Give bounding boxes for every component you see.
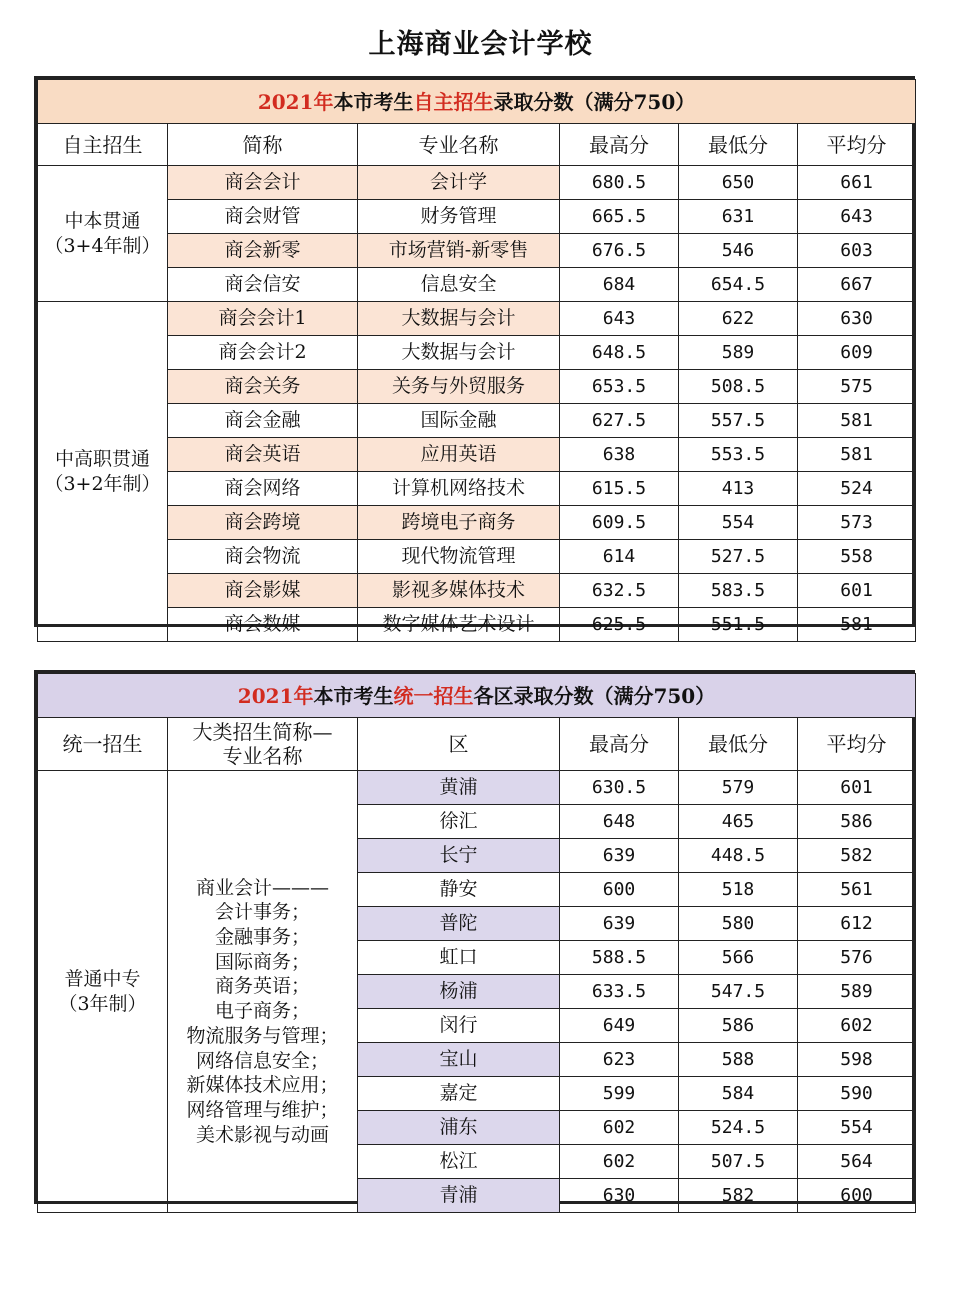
- avg-score-cell: 561: [798, 873, 916, 907]
- abbr-cell: 商会关务: [168, 370, 358, 404]
- table1-title-year: 2021年: [257, 89, 334, 114]
- independent-admission-table: [34, 76, 915, 636]
- min-score-cell: 551.5: [679, 608, 798, 642]
- abbr-cell: 商会会计1: [168, 302, 358, 336]
- major-cell: 信息安全: [358, 268, 560, 302]
- min-score-cell: 554: [679, 506, 798, 540]
- min-score-cell: 622: [679, 302, 798, 336]
- table2-title-year: 2021年: [237, 683, 314, 708]
- table1-header-cell: 自主招生: [38, 124, 168, 166]
- major-list-item: 国际商务；: [214, 950, 310, 973]
- district-cell: 长宁: [358, 839, 560, 873]
- avg-score-cell: 581: [798, 438, 916, 472]
- avg-score-cell: 667: [798, 268, 916, 302]
- min-score-cell: 588: [679, 1043, 798, 1077]
- abbr-cell: 商会新零: [168, 234, 358, 268]
- min-score-cell: 413: [679, 472, 798, 506]
- major-list-item: 商务英语；: [214, 975, 310, 998]
- table2-title-post: 各区录取分数（满分750）: [473, 683, 716, 708]
- avg-score-cell: 582: [798, 839, 916, 873]
- group-label-line: 中高职贯通: [54, 447, 150, 470]
- avg-score-cell: 581: [798, 404, 916, 438]
- min-score-cell: 582: [679, 1179, 798, 1213]
- avg-score-cell: 558: [798, 540, 916, 574]
- max-score-cell: 588.5: [560, 941, 679, 975]
- min-score-cell: 580: [679, 907, 798, 941]
- table2-header-line: 大类招生简称—: [192, 720, 333, 744]
- min-score-cell: 508.5: [679, 370, 798, 404]
- district-cell: 青浦: [358, 1179, 560, 1213]
- abbr-cell: 商会金融: [168, 404, 358, 438]
- table2-header-cell: 平均分: [798, 718, 916, 771]
- avg-score-cell: 661: [798, 166, 916, 200]
- max-score-cell: 680.5: [560, 166, 679, 200]
- group-label-line: （3+2年制）: [44, 472, 161, 495]
- abbr-cell: 商会跨境: [168, 506, 358, 540]
- district-cell: 浦东: [358, 1111, 560, 1145]
- avg-score-cell: 589: [798, 975, 916, 1009]
- min-score-cell: 557.5: [679, 404, 798, 438]
- avg-score-cell: 601: [798, 771, 916, 805]
- max-score-cell: 602: [560, 1145, 679, 1179]
- group-label: [38, 302, 168, 642]
- max-score-cell: 639: [560, 839, 679, 873]
- avg-score-cell: 576: [798, 941, 916, 975]
- group-label: [38, 166, 168, 302]
- table2-header-row: [38, 718, 916, 771]
- max-score-cell: 630: [560, 1179, 679, 1213]
- group-label-line: 中本贯通: [64, 209, 141, 232]
- table2-header-cell: 区: [358, 718, 560, 771]
- max-score-cell: 643: [560, 302, 679, 336]
- district-cell: 杨浦: [358, 975, 560, 1009]
- district-cell: 松江: [358, 1145, 560, 1179]
- max-score-cell: 614: [560, 540, 679, 574]
- district-cell: 黄浦: [358, 771, 560, 805]
- table-row: [38, 234, 916, 268]
- max-score-cell: 630.5: [560, 771, 679, 805]
- max-score-cell: 648.5: [560, 336, 679, 370]
- max-score-cell: 600: [560, 873, 679, 907]
- table-row: [38, 574, 916, 608]
- major-list-item: 会计事务；: [214, 901, 310, 924]
- major-cell: 市场营销-新零售: [358, 234, 560, 268]
- group-label-line: （3+4年制）: [44, 234, 161, 257]
- min-score-cell: 586: [679, 1009, 798, 1043]
- min-score-cell: 546: [679, 234, 798, 268]
- max-score-cell: 599: [560, 1077, 679, 1111]
- max-score-cell: 665.5: [560, 200, 679, 234]
- table1-header-cell: 平均分: [798, 124, 916, 166]
- table-row: [38, 404, 916, 438]
- table1-title: [38, 80, 916, 124]
- table-row: [38, 166, 916, 200]
- district-cell: 徐汇: [358, 805, 560, 839]
- major-cell: 大数据与会计: [358, 336, 560, 370]
- major-list-item: 新媒体技术应用；: [186, 1074, 339, 1097]
- major-cell: 国际金融: [358, 404, 560, 438]
- table2-header-cell: [168, 718, 358, 771]
- max-score-cell: 633.5: [560, 975, 679, 1009]
- major-list-item: 网络信息安全；: [195, 1049, 329, 1072]
- major-cell: 大数据与会计: [358, 302, 560, 336]
- max-score-cell: 639: [560, 907, 679, 941]
- table2-title: [38, 674, 916, 718]
- major-cell: 现代物流管理: [358, 540, 560, 574]
- table1-header-cell: 专业名称: [358, 124, 560, 166]
- group-label-line: 普通中专: [64, 967, 141, 990]
- table-row: [38, 472, 916, 506]
- min-score-cell: 583.5: [679, 574, 798, 608]
- abbr-cell: 商会影媒: [168, 574, 358, 608]
- min-score-cell: 507.5: [679, 1145, 798, 1179]
- major-cell: 关务与外贸服务: [358, 370, 560, 404]
- district-cell: 静安: [358, 873, 560, 907]
- max-score-cell: 676.5: [560, 234, 679, 268]
- major-list-item: 金融事务；: [214, 926, 310, 949]
- min-score-cell: 518: [679, 873, 798, 907]
- page-title: 上海商业会计学校: [368, 29, 593, 60]
- avg-score-cell: 564: [798, 1145, 916, 1179]
- table-row: [38, 370, 916, 404]
- table1-header-cell: 最高分: [560, 124, 679, 166]
- avg-score-cell: 600: [798, 1179, 916, 1213]
- table-row: [38, 438, 916, 472]
- avg-score-cell: 603: [798, 234, 916, 268]
- avg-score-cell: 573: [798, 506, 916, 540]
- min-score-cell: 584: [679, 1077, 798, 1111]
- avg-score-cell: 630: [798, 302, 916, 336]
- major-cell: 数字媒体艺术设计: [358, 608, 560, 642]
- major-list-item: 商业会计———: [195, 876, 329, 899]
- table2-title-type: 统一招生: [393, 683, 474, 708]
- max-score-cell: 649: [560, 1009, 679, 1043]
- min-score-cell: 524.5: [679, 1111, 798, 1145]
- abbr-cell: 商会物流: [168, 540, 358, 574]
- min-score-cell: 631: [679, 200, 798, 234]
- district-cell: 虹口: [358, 941, 560, 975]
- table1-title-type: 自主招生: [413, 89, 494, 114]
- table-row: [38, 200, 916, 234]
- major-cell: 会计学: [358, 166, 560, 200]
- avg-score-cell: 590: [798, 1077, 916, 1111]
- min-score-cell: 465: [679, 805, 798, 839]
- max-score-cell: 648: [560, 805, 679, 839]
- district-cell: 嘉定: [358, 1077, 560, 1111]
- max-score-cell: 638: [560, 438, 679, 472]
- max-score-cell: 627.5: [560, 404, 679, 438]
- max-score-cell: 653.5: [560, 370, 679, 404]
- major-cell: 跨境电子商务: [358, 506, 560, 540]
- table2-header-cell: 最低分: [679, 718, 798, 771]
- table1-header-row: [38, 124, 916, 166]
- major-cell: 影视多媒体技术: [358, 574, 560, 608]
- major-list-item: 网络管理与维护；: [186, 1098, 339, 1121]
- abbr-cell: 商会英语: [168, 438, 358, 472]
- group-label-line: （3年制）: [58, 992, 147, 1015]
- major-list: [168, 771, 358, 1213]
- max-score-cell: 632.5: [560, 574, 679, 608]
- avg-score-cell: 575: [798, 370, 916, 404]
- table1-header-cell: 简称: [168, 124, 358, 166]
- group-label: [38, 771, 168, 1213]
- table1-title-pre: 本市考生: [333, 89, 414, 114]
- abbr-cell: 商会财管: [168, 200, 358, 234]
- avg-score-cell: 554: [798, 1111, 916, 1145]
- abbr-cell: 商会会计2: [168, 336, 358, 370]
- table-row: [38, 771, 916, 805]
- table2-title-pre: 本市考生: [313, 683, 394, 708]
- major-cell: 财务管理: [358, 200, 560, 234]
- avg-score-cell: 602: [798, 1009, 916, 1043]
- avg-score-cell: 524: [798, 472, 916, 506]
- min-score-cell: 527.5: [679, 540, 798, 574]
- avg-score-cell: 601: [798, 574, 916, 608]
- district-cell: 闵行: [358, 1009, 560, 1043]
- min-score-cell: 650: [679, 166, 798, 200]
- min-score-cell: 579: [679, 771, 798, 805]
- table-row: [38, 336, 916, 370]
- max-score-cell: 615.5: [560, 472, 679, 506]
- abbr-cell: 商会会计: [168, 166, 358, 200]
- max-score-cell: 602: [560, 1111, 679, 1145]
- min-score-cell: 654.5: [679, 268, 798, 302]
- max-score-cell: 625.5: [560, 608, 679, 642]
- avg-score-cell: 643: [798, 200, 916, 234]
- table1-title-post: 录取分数（满分750）: [493, 89, 696, 114]
- avg-score-cell: 598: [798, 1043, 916, 1077]
- abbr-cell: 商会信安: [168, 268, 358, 302]
- avg-score-cell: 586: [798, 805, 916, 839]
- table-row: [38, 268, 916, 302]
- min-score-cell: 553.5: [679, 438, 798, 472]
- min-score-cell: 566: [679, 941, 798, 975]
- major-list-item: 美术影视与动画: [195, 1123, 329, 1146]
- abbr-cell: 商会网络: [168, 472, 358, 506]
- major-cell: 应用英语: [358, 438, 560, 472]
- table2-header-cell: 最高分: [560, 718, 679, 771]
- unified-admission-table: [34, 670, 915, 1207]
- table-row: [38, 540, 916, 574]
- major-list-item: 物流服务与管理；: [186, 1024, 339, 1047]
- district-cell: 普陀: [358, 907, 560, 941]
- min-score-cell: 547.5: [679, 975, 798, 1009]
- min-score-cell: 448.5: [679, 839, 798, 873]
- district-cell: 宝山: [358, 1043, 560, 1077]
- abbr-cell: 商会数媒: [168, 608, 358, 642]
- min-score-cell: 589: [679, 336, 798, 370]
- max-score-cell: 609.5: [560, 506, 679, 540]
- table-row: [38, 302, 916, 336]
- table1-header-cell: 最低分: [679, 124, 798, 166]
- avg-score-cell: 609: [798, 336, 916, 370]
- avg-score-cell: 581: [798, 608, 916, 642]
- table-row: [38, 608, 916, 642]
- max-score-cell: 684: [560, 268, 679, 302]
- major-cell: 计算机网络技术: [358, 472, 560, 506]
- major-list-item: 电子商务；: [214, 1000, 310, 1023]
- table2-header-line: 专业名称: [222, 744, 303, 768]
- table2-header-cell: 统一招生: [38, 718, 168, 771]
- avg-score-cell: 612: [798, 907, 916, 941]
- max-score-cell: 623: [560, 1043, 679, 1077]
- table-row: [38, 506, 916, 540]
